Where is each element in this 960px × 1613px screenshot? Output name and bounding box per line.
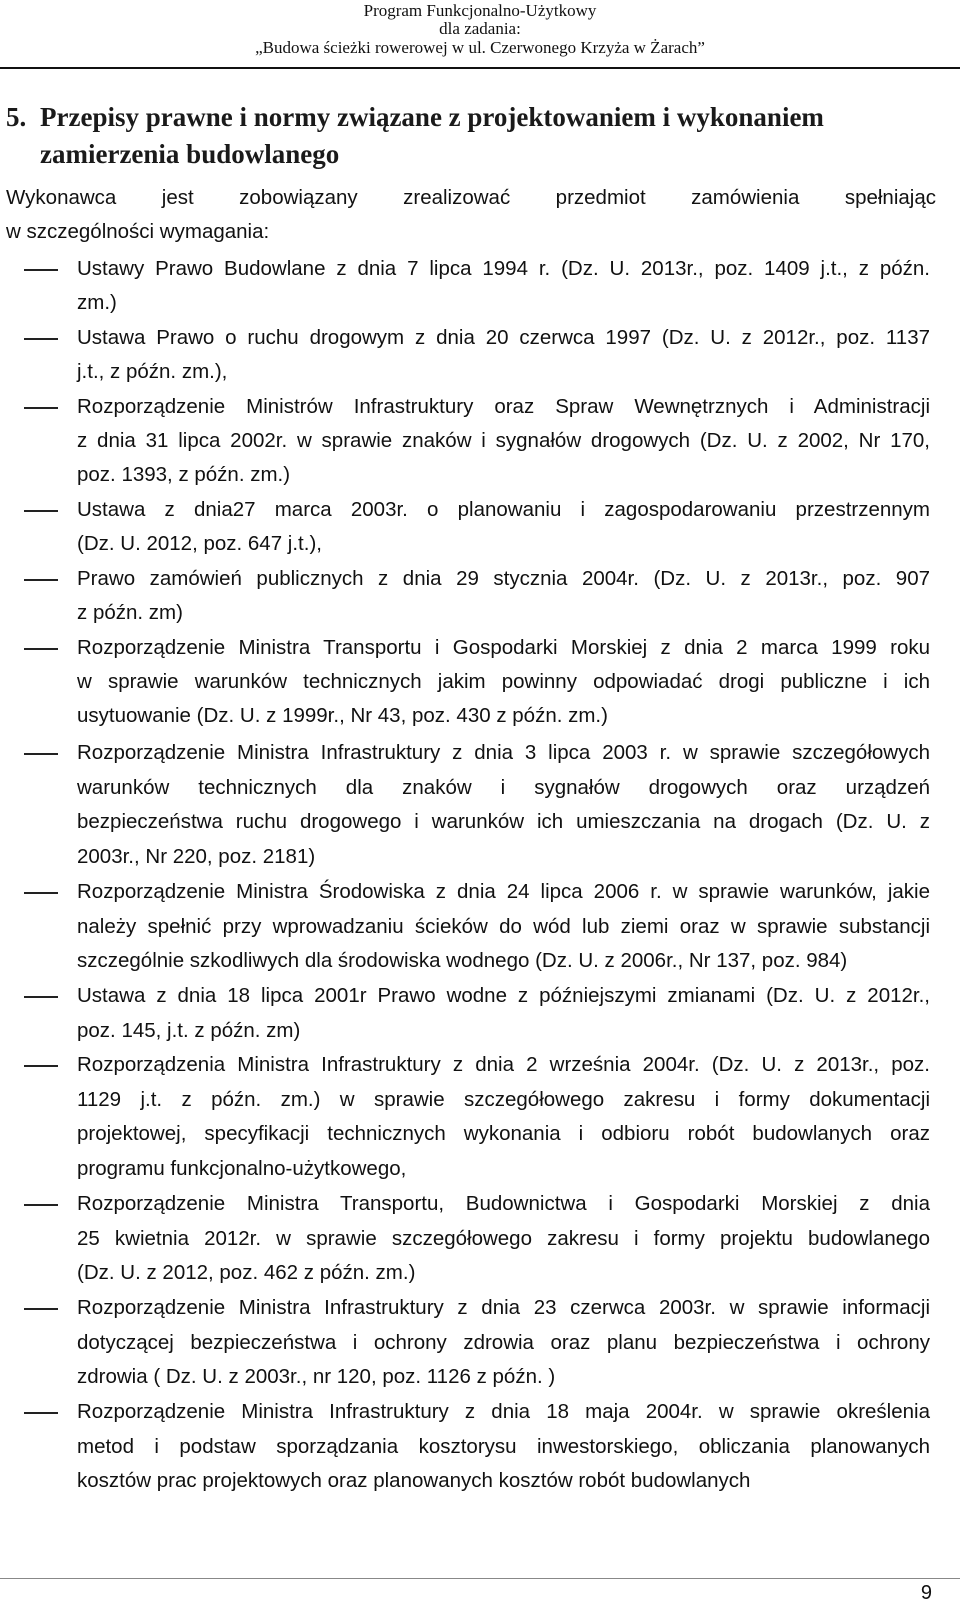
list-item-line: Ustawy Prawo Budowlane z dnia 7 lipca 1994 r. (Dz. U. 2013r., poz. 1409 j.t., z późn. [77,257,930,280]
list-item-line: Prawo zamówień publicznych z dnia 29 stycznia 2004r. (Dz. U. z 2013r., poz. 907 [77,567,930,590]
list-item-line: zdrowia ( Dz. U. z 2003r., nr 120, poz. 1126 z późn. ) [77,1365,556,1388]
list-item-line: Rozporządzenie Ministrów Infrastruktury oraz Spraw Wewnętrznych i Administracji [77,395,930,418]
list-item-line: Rozporządzenie Ministra Środowiska z dnia 24 lipca 2006 r. w sprawie warunków, jakie [77,880,930,903]
footer-divider [0,1578,960,1579]
list-item-text [77,493,930,561]
section-title-line-1: Przepisy prawne i normy związane z projektowaniem i wykonaniem [40,102,824,132]
list-item-line: 25 kwietnia 2012r. w sprawie szczegółowego zakresu i formy projektu budowlanego [77,1226,930,1250]
dash-bullet-icon [24,510,58,512]
list-item-line: Rozporządzenia Ministra Infrastruktury z dnia 2 września 2004r. (Dz. U. z 2013r., poz. [77,1053,930,1076]
dash-bullet-icon [24,753,58,755]
list-item-line: Rozporządzenie Ministra Transportu i Gospodarki Morskiej z dnia 2 marca 1999 roku [77,636,930,659]
list-item-line: szczególnie szkodliwych dla środowiska wodnego (Dz. U. z 2006r., Nr 137, poz. 984) [77,949,848,972]
list-item-line: Ustawa z dnia27 marca 2003r. o planowaniu i zagospodarowaniu przestrzennym [77,498,930,521]
dash-bullet-icon [24,996,58,998]
intro-line-2: w szczególności wymagania: [6,220,270,243]
list-item-line: zm.) [77,291,117,314]
list-item-text [77,1048,930,1186]
list-item-text [77,390,930,492]
header-program-title: Program Funkcjonalno-Użytkowy [363,1,597,20]
list-item-line: bezpieczeństwa ruchu drogowego i warunków ich umieszczania na drogach (Dz. U. z [77,810,930,833]
list-item-line: programu funkcjonalno-użytkowego, [77,1156,407,1180]
list-item-line: j.t., z późn. zm.), [77,360,228,383]
list-item-line: Rozporządzenie Ministra Infrastruktury z dnia 23 czerwca 2003r. w sprawie informacji [77,1296,930,1319]
list-item-text [77,979,930,1048]
list-item-text [77,252,930,320]
list-item-line: 1129 j.t. z późn. zm.) w sprawie szczegółowego zakresu i formy dokumentacji [77,1087,930,1111]
header-task-name: „Budowa ścieżki rowerowej w ul. Czerwonego Krzyża w Żarach” [255,38,705,57]
list-item-text [77,1291,930,1395]
dash-bullet-icon [24,1065,58,1067]
list-item-line: z dnia 31 lipca 2002r. w sprawie znaków i sygnałów drogowych (Dz. U. z 2002, Nr 170, [77,429,930,452]
header-task-label: dla zadania: [439,19,521,38]
list-item-line: poz. 145, j.t. z późn. zm) [77,1018,301,1042]
list-item-line: Rozporządzenie Ministra Infrastruktury z dnia 18 maja 2004r. w sprawie określenia [77,1400,930,1423]
section-number: 5. [6,102,27,132]
list-item-line: usytuowanie (Dz. U. z 1999r., Nr 43, poz. 430 z późn. zm.) [77,704,608,727]
list-item-line: w sprawie warunków technicznych jakim powinny odpowiadać drogi publiczne i ich [77,670,930,693]
list-item-line: warunków technicznych dla znaków i sygnałów drogowych oraz urządzeń [77,775,930,799]
intro-paragraph [6,181,936,249]
list-item-text [77,1395,930,1499]
list-item-line: projektowej, specyfikacji technicznych wykonania i odbioru robót budowlanych oraz [77,1122,930,1145]
list-item-line: należy spełnić przy wprowadzaniu ścieków do wód lub ziemi oraz w sprawie substancji [77,914,930,938]
list-item-line: Rozporządzenie Ministra Transportu, Budownictwa i Gospodarki Morskiej z dnia [77,1192,930,1215]
section-heading [6,99,941,173]
list-item-text [77,736,930,874]
list-item-line: 2003r., Nr 220, poz. 2181) [77,844,316,868]
dash-bullet-icon [24,1308,58,1310]
list-item-text [77,321,930,389]
dash-bullet-icon [24,1412,58,1414]
list-item-line: (Dz. U. 2012, poz. 647 j.t.), [77,532,322,555]
section-title-line-2: zamierzenia budowlanego [40,139,340,169]
dash-bullet-icon [24,892,58,894]
page-number: 9 [920,1582,932,1604]
dash-bullet-icon [24,338,58,340]
list-item-line: kosztów prac projektowych oraz planowanych kosztów robót budowlanych [77,1469,751,1492]
list-item-line: poz. 1393, z późn. zm.) [77,463,291,486]
list-item-line: Ustawa Prawo o ruchu drogowym z dnia 20 czerwca 1997 (Dz. U. z 2012r., poz. 1137 [77,326,930,349]
dash-bullet-icon [24,579,58,581]
list-item-text [77,1187,930,1291]
intro-line-1: Wykonawca jest zobowiązany zrealizować przedmiot zamówienia spełniając [6,186,936,209]
list-item-text [77,562,930,630]
list-item-text [77,631,930,733]
list-item-text [77,875,930,979]
list-item-line: Ustawa z dnia 18 lipca 2001r Prawo wodne z późniejszymi zmianami (Dz. U. z 2012r., [77,984,930,1007]
list-item-line: z późn. zm) [77,601,183,624]
header-divider [0,67,960,69]
list-item-line: (Dz. U. z 2012, poz. 462 z późn. zm.) [77,1261,416,1284]
list-item-line: metod i podstaw sporządzania kosztorysu inwestorskiego, obliczania planowanych [77,1434,930,1458]
dash-bullet-icon [24,407,58,409]
dash-bullet-icon [24,1204,58,1206]
dash-bullet-icon [24,648,58,650]
list-item-line: Rozporządzenie Ministra Infrastruktury z dnia 3 lipca 2003 r. w sprawie szczegółowych [77,741,930,764]
dash-bullet-icon [24,269,58,271]
list-item-line: dotyczącej bezpieczeństwa i ochrony zdrowia oraz planu bezpieczeństwa i ochrony [77,1330,930,1354]
